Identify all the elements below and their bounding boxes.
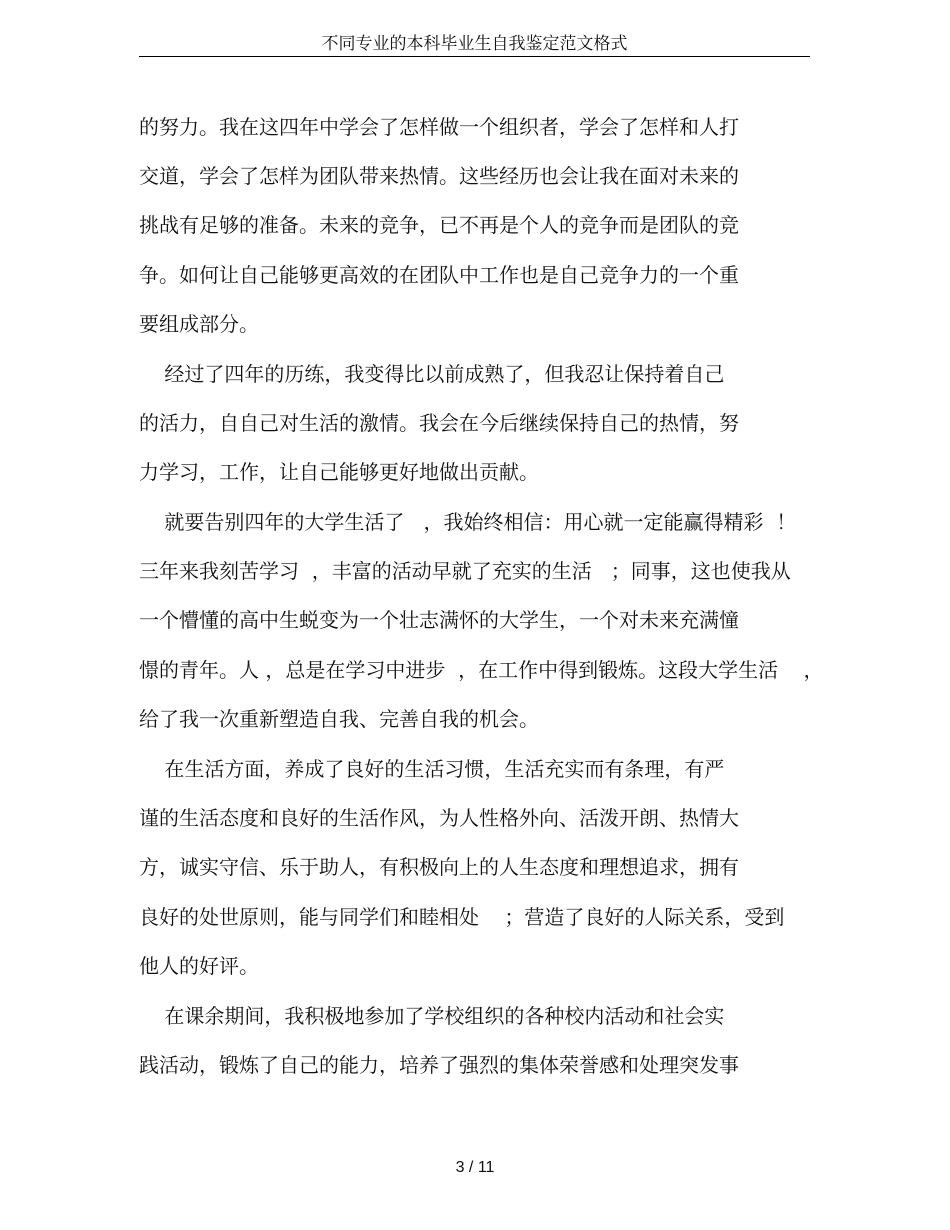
text-line: 力学习，工作，让自己能够更好地做出贡献。 <box>139 460 539 484</box>
text-line: 在生活方面，养成了良好的生活习惯，生活充实而有条理，有严 <box>139 757 725 781</box>
text-line: 一个懵懂的高中生蜕变为一个壮志满怀的大学生，一个对未来充满憧 <box>139 608 739 632</box>
text-line: 良好的处世原则，能与同学们和睦相处 ；营造了良好的人际关系，受到 <box>139 905 785 929</box>
text-line: 交道，学会了怎样为团队带来热情。这些经历也会让我在面对未来的 <box>139 164 739 188</box>
text-line: 憬的青年。人 ，总是在学习中进步 ，在工作中得到锻炼。这段大学生活 ， <box>139 658 824 682</box>
page-number: 3 / 11 <box>455 1159 495 1176</box>
text-line: 挑战有足够的准备。未来的竞争，已不再是个人的竞争而是团队的竞 <box>139 213 739 237</box>
text-line: 给了我一次重新塑造自我、完善自我的机会。 <box>139 707 539 731</box>
text-line: 践活动，锻炼了自己的能力，培养了强烈的集体荣誉感和处理突发事 <box>139 1053 739 1077</box>
text-line: 谨的生活态度和良好的生活作风，为人性格外向、活泼开朗、热情大 <box>139 806 739 830</box>
text-line: 经过了四年的历练，我变得比以前成熟了，但我忍让保持着自己 <box>139 362 725 386</box>
text-line: 就要告别四年的大学生活了 ，我始终相信：用心就一定能赢得精彩 ！ <box>139 510 797 534</box>
text-line: 方，诚实守信、乐于助人，有积极向上的人生态度和理想追求，拥有 <box>139 855 739 879</box>
text-line: 争。如何让自己能够更高效的在团队中工作也是自己竞争力的一个重 <box>139 263 739 287</box>
text-line: 三年来我刻苦学习 ，丰富的活动早就了充实的生活 ；同事，这也使我从 <box>139 559 791 583</box>
header-divider <box>139 56 810 57</box>
document-header-title: 不同专业的本科毕业生自我鉴定范文格式 <box>321 34 628 54</box>
text-line: 在课余期间，我积极地参加了学校组织的各种校内活动和社会实 <box>139 1004 725 1028</box>
text-line: 他人的好评。 <box>139 954 259 978</box>
text-line: 要组成部分。 <box>139 312 259 336</box>
text-line: 的努力。我在这四年中学会了怎样做一个组织者，学会了怎样和人打 <box>139 115 739 139</box>
text-line: 的活力，自自己对生活的激情。我会在今后继续保持自己的热情，努 <box>139 411 739 435</box>
